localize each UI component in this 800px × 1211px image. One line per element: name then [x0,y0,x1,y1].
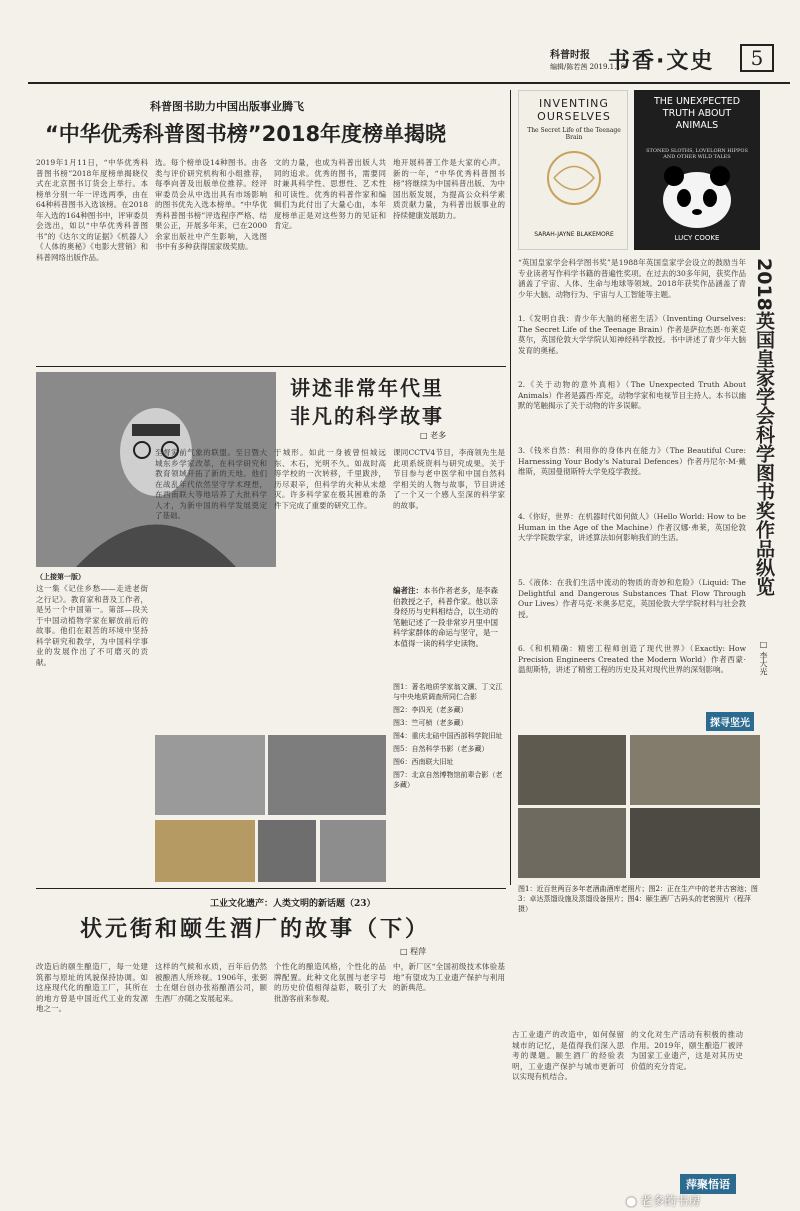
ad-label: 探寻坚光 [706,712,754,731]
column-divider [510,90,511,885]
editor-note-text: 本书作者老多，是李森伯教授之子，科普作家。他以亲身经历与史料相结合，以生动的笔触记述了一段非常岁月里中国科学家群体的命运与坚守，是一本值得一读的科学史读物。 [393,586,498,648]
fig-caption: 图7：北京自然博物馆前辈合影（老多藏） [393,771,503,789]
editor-note [393,586,505,678]
article4-vertical-title: 2018英国皇家学会科学图书奖作品纵览 [753,258,775,596]
article4-item1: 1.《发明自我：青少年大脑的秘密生活》（Inventing Ourselves: The Secret Life of the Teenage Brain）作者是萨拉杰恩·布莱克莫尔，英国伦敦大学学院认知神经科学教授。书中讲述了青少年大脑发育的奥秘。 [518,314,746,355]
article4-author-name: 李大光 [759,651,768,676]
article3-author [400,946,426,957]
article3-kicker: 工业文化遗产：人类文明的新话题（23） [210,899,376,909]
article1-col4: 地开展科普工作是大家的心声。新的一年，“中华优秀科普图书榜”将继续为中国科普出版、为中国出版发展，为提高公众科学素质贡献力量，为科普出版事业的持续健康发展助力。 [393,158,505,220]
book-cover-unexpected-truth [634,90,760,250]
figure-captions [393,682,505,882]
section-title: 书香·文史 [608,49,715,74]
article3-col1: 改造后的颐生酿造厂，每一处建筑都与原址的风貌保持协调。如这座现代化的酿造工厂，其所在的地方曾是中国近代工业的发源地之一。 [36,962,148,1013]
author-mark-icon: □ [400,947,411,956]
editor-date: 编辑/陈若茜 2019.1.18 [550,63,626,71]
fig-caption-distillery: 图1：近百世两百多年老酒曲酒库老照片；图2：正在生产中的老井古窖池；图3：卓达蒸馏设施及蒸馏设备照片；图4：颐生酒厂古码头的老窖照片（程萍 摄） [518,885,758,913]
author-mark-icon: □ [420,431,431,440]
article3-col5: 古工业遗产的改造中，如何保留城市的记忆，是值得我们深入思考的课题。颐生酒厂的经验表明，工业遗产保护与城市更新可以实现有机结合。 [512,1030,624,1081]
panda-illustration [634,162,760,232]
article2-author [420,430,446,441]
article2-col2: 至督家前气象的联盟。至日暨大城东乡学家改革，在科学研究和教育领域开拓了新的天地。他们在战乱年代依然坚守学术理想，在西南联大等地培养了大批科学人才，为新中国的科学发展奠定了基础。 [155,448,267,520]
page-number: 5 [740,44,774,72]
book2-title: THE UNEXPECTED TRUTH ABOUT ANIMALS [653,96,741,131]
masthead [490,40,790,80]
fig-caption: 图4：重庆北碚中国西部科学院旧址 [393,732,503,740]
article3-col6: 的文化对生产活动有积极的推动作用。2019年，颐生酿造厂被评为国家工业遗产，这是对其历史价值的充分肯定。 [631,1030,743,1071]
article1-kicker: 科普图书助力中国出版事业腾飞 [150,100,304,113]
fig-caption: 图6：西南联大旧址 [393,758,454,766]
article3-col3: 个性化的酿造风格，个性化的品牌配置。此种文化氛围与老字号的历史价值相得益彰，吸引了大批游客前来参观。 [274,962,386,1003]
watermark [626,1192,700,1209]
fig-dock [630,808,760,878]
editor-note-title: 编者注： [393,586,423,595]
brain-illustration [519,143,629,213]
fig-distillery [518,808,626,878]
article3-col2: 这样的气候和水质，百年后仍然被酿酒人所珍视。1906年，张弼士在烟台创办张裕酿酒公司，颐生酒厂亦随之发展起来。 [155,962,267,1003]
fig-archive [320,820,386,882]
author-mark-icon: □ [759,640,768,652]
article2-title-line2: 非凡的科学故事 [290,404,444,428]
book1-author: SARAH-JAYNE BLAKEMORE [534,231,614,238]
article4-item3: 3.《钱米自然：利用你的身体内在能力》（The Beautiful Cure: Harnessing Your Body's Natural Defences）作者丹尼尔·M·戴维斯，英国曼彻斯特大学免疫学教授。 [518,446,746,476]
fig-caption: 图3：竺可桢（老多藏） [393,719,468,727]
fig-building [268,735,386,815]
fig-cellar [630,735,760,805]
article1-title: “中华优秀科普图书榜”2018年度榜单揭晓 [45,122,447,146]
fig-bust [258,820,316,882]
article1-col1: 2019年1月11日，“中华优秀科普图书榜”2018年度榜单揭晓仪式在北京图书订货会上举行。本榜单分别一年一评选两季，由在64种科普图书入选该榜。在2018年入选的164种图书中，评审委员会选出，如以“中华优秀科普图书”的《达尔文的证据》《机器人》《人体的奥秘》《电影大营销》和科普网络出版作品。 [36,158,148,262]
wechat-icon: ● [626,1194,637,1208]
article4-item5: 5.《液体：在我们生活中流动的物质的奇妙和危险》（Liquid: The Delightful and Dangerous Substances That Flow Through Our Lives）作者马克·米奥多尼克，英国伦敦大学学院材料与社会教授。 [518,578,746,619]
article4-item4: 4.《你好，世界：在机器时代如何做人》（Hello World: How to be Human in the Age of the Machine）作者汉娜·弗莱，英国伦敦大学学院数学家，讲述算法如何影响我们的生活。 [518,512,746,542]
book2-subtitle: STONED SLOTHS, LOVELORN HIPPOS AND OTHER WILD TALES [646,148,748,160]
paper-name: 科普时报 [550,50,590,61]
article3-author-name: 程萍 [410,947,427,956]
fig-caption: 图2：李四光（老多藏） [393,706,468,714]
article3-title: 状元街和颐生酒厂的故事（下） [80,917,431,942]
article2-col1: 这一集《记住乡愁——走进老街之行记》。教育家和普及工作者，是另一个中国第一。第部—段关于中国动植物学家在解放前后的故事。他们在艰苦的环境中坚持科学研究和教学，为中国科学事业的发展作出了不可磨灭的贡献。 [36,584,148,667]
fig-train [155,735,265,815]
book1-title: INVENTING OURSELVES [537,97,611,123]
article1-divider [36,366,506,367]
watermark-text: 老多的书房 [640,1194,701,1208]
article4-intro: “英国皇家学会科学图书奖”是1988年英国皇家学会设立的鼓励当年专业读者写作科学书籍的普遍性奖项。在过去的30多年间，获奖作品涵盖了宇宙、人体、生命与地球等领域。2018年获奖作品涵盖了青少年大脑、动物行为、宇宙与人工智能等主题。 [518,258,746,299]
article2-col4: 课同CCTV4节目，李商领先生是此项系统资料与研究成果。关于节目参与老中医学和中国自然科学相关的人物与故事，节目讲述了一个又一个感人至深的科学家的故事。 [393,448,505,510]
fig-painting [155,820,255,882]
photo-caption: （上接第一版） [36,572,85,581]
book2-author: LUCY COOKE [674,234,720,242]
fig-caption: 图5：自然科学书影（老多藏） [393,745,489,753]
article2-col3: 于城形。如此一身被曾恒城远东、木石，光明不久。如战时高等学校的一次转移，千里跋涉，历尽艰辛，但科学的火种从未熄灭。许多科学家在极其困难的条件下完成了重要的研究工作。 [274,448,386,510]
article2-divider [36,888,506,889]
article3-col4: 中，新厂区“全国初级技术体验基地”有望成为工业遗产保护与利用的新典范。 [393,962,505,992]
article1-col3: 文的力量，也成为科普出版人共同的追求。优秀的图书，需要同时兼具科学性、思想性、艺术性和可读性。优秀的科普作家和编辑们为此付出了大量心血，本年度榜单正是对这些努力的见证和肯定。 [274,158,386,230]
header-rule [28,82,790,84]
book1-subtitle: The Secret Life of the Teenage Brain [527,127,621,141]
article1-col2: 选。每个榜单设14种图书。由各类与评价研究机构和小组推荐，每季向普及出版单位推荐。经评审委员会从中选出具有市场影响的图书优先入选本榜单。“中华优秀科普图书榜”评选程序严格、结果公正，开展多年来，已在2000余家出版社中产生影响，入选图书中有多种获得国家级奖励。 [155,158,267,251]
article4-author [758,640,769,676]
article2-author-name: 老多 [430,431,447,440]
book-cover-inventing-ourselves [518,90,628,250]
article4-item6: 6.《和机精确：精密工程师创造了现代世界》（Exactly: How Precision Engineers Created the Modern World）作者西蒙·温彻斯特，讲述了精密工程的历史及其对现代世界的深刻影响。 [518,644,746,674]
fig-caption: 图1：著名地质学家翁文灏、丁文江与中央地质调查所同仁合影 [393,683,503,701]
article4-item2: 2.《关于动物的意外真相》（The Unexpected Truth About Animals）作者是露西·库克，动物学家和电视节目主持人。本书以幽默的笔触揭示了关于动物的许多误解。 [518,380,746,410]
bottom-ad: 萍聚悟语 [680,1174,736,1194]
fig-warehouse [518,735,626,805]
article2-title-line1: 讲述非常年代里 [290,376,444,400]
